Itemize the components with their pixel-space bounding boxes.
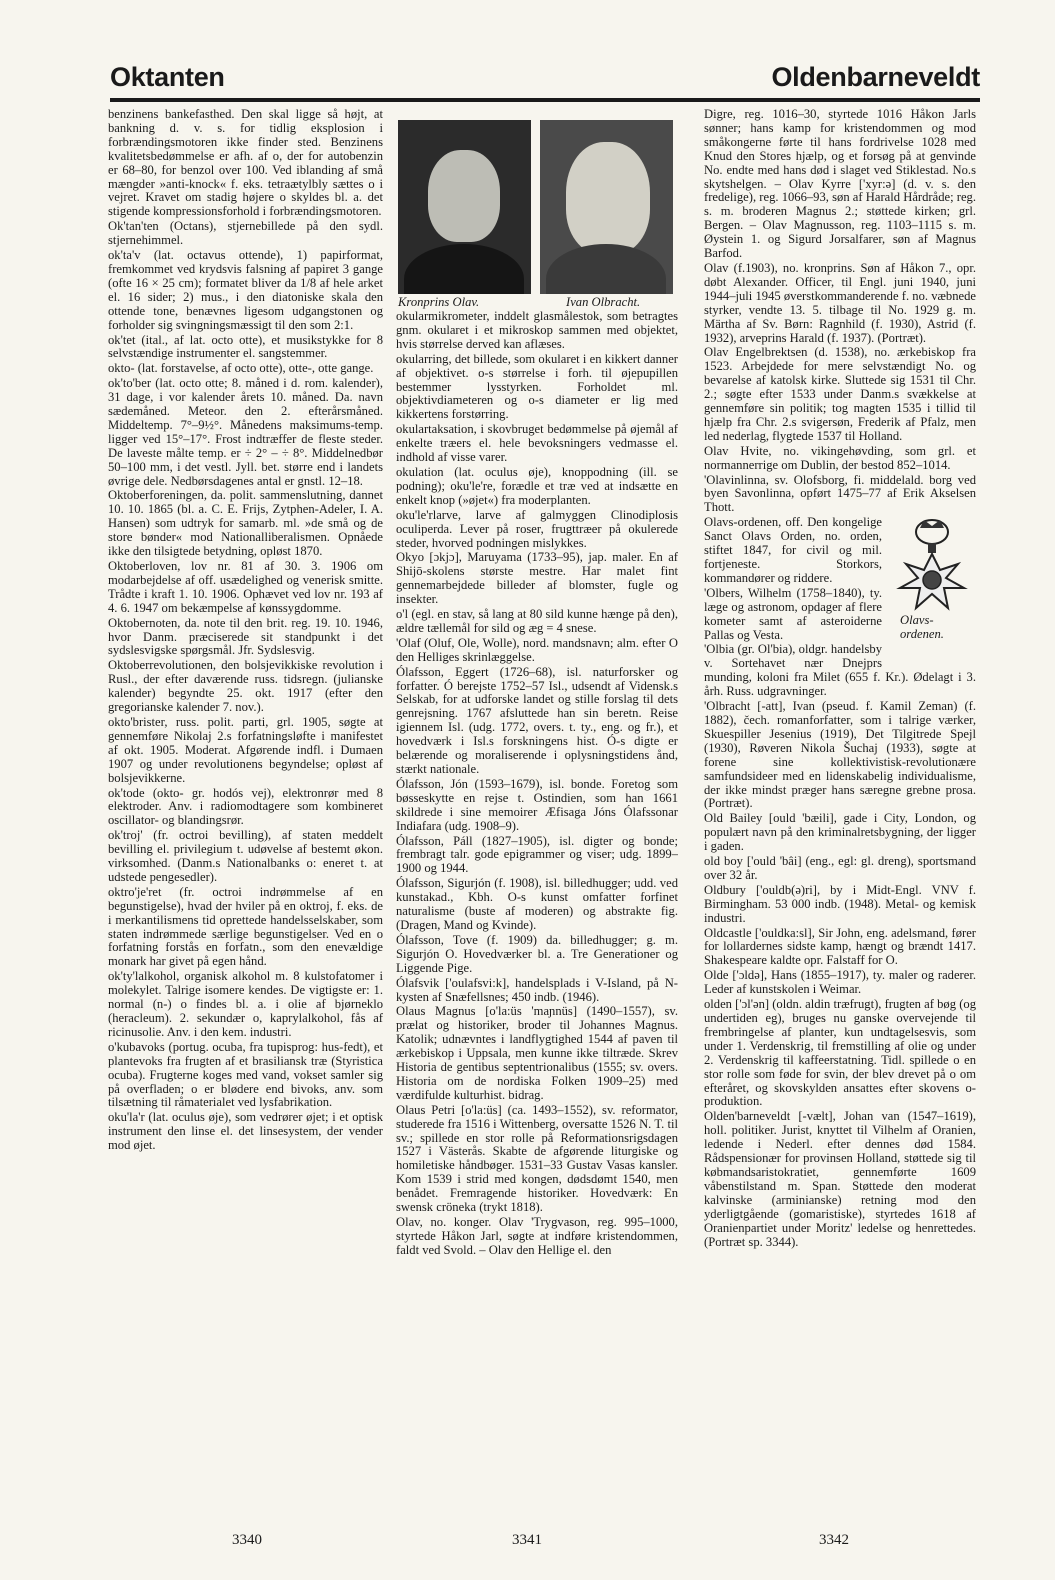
- column-3341: [396, 108, 678, 1528]
- entry: Ok'tan'ten (Octans), stjernebillede på den sydl. stjernehimmel.: [108, 219, 383, 248]
- entry: Ólafsvik ['oulafsvi:k], handelsplads i V-Island, på N-kysten af Snæfellsnes; 450 indb. (1946).: [396, 975, 678, 1004]
- entry: Ólafsson, Sigurjón (f. 1908), isl. billedhugger; udd. ved kunstakad., Kbh. O-s kunst omfatter forfinet naturalisme (buste af moderen) og abstrakte fig. (Dragen, Mand og Kvinde).: [396, 876, 678, 932]
- entry: Oktoberforeningen, da. polit. sammenslutning, dannet 10. 10. 1865 (bl. a. C. E. Frijs, Zytphen-Adeler, I. A. Hansen) som udtryk for samarb. ml. »de små og de store bønder« mod Nationalliberalismen. Opnåede ikke den tilsigtede betydning, opløst 1870.: [108, 488, 383, 559]
- header-first-entry: Oktanten: [110, 62, 225, 92]
- entry: o'kubavoks (portug. ocuba, fra tupisprog: hus-fedt), et plantevoks fra frugten af et brasiliansk træ (Styristica ocuba). Frugterne koges med vand, vokset samler sig på overfladen; o er blødere end bivoks, anv. som tilsætning til råmaterialet ved lysfabrikation.: [108, 1039, 383, 1110]
- medal-icon: [888, 518, 976, 613]
- entry: ok'tet (ital., af lat. octo otte), et musikstykke for 8 selvstændige instrumenter el. sangstemmer.: [108, 332, 383, 361]
- entry: Olaus Magnus [o'la:üs 'maɲnüs] (1490–1557), sv. prælat og historiker, broder til Johannes Magnus. Katolik; udnævntes i landflygtighed 1544 af paven til ærkebiskop i Uppsala, men kunne ikke tiltræde. Skrev Historia de gentibus septentrionalibus (1555; sv. overs. Historia om de nordiska Folken 1909–25) med værdifulde kulturhist. bidrag.: [396, 1004, 678, 1102]
- entry: Ólafsson, Tove (f. 1909) da. billedhugger; g. m. Sigurjón O. Hovedværker bl. a. Tre Generationer og Liggende Pige.: [396, 932, 678, 975]
- entry: old boy ['ould 'bâi] (eng., egl: gl. dreng), sportsmand over 32 år.: [704, 854, 976, 882]
- portrait-kronprins-olav: [398, 120, 531, 294]
- entry: Ólafsson, Jón (1593–1679), isl. bonde. Foretog som bøsseskytte en rejse t. Ostindien, som han 1661 skildrede i sine memoirer Æfisaga Jóns Ólafssonar Indiafara (udg. 1908–9).: [396, 776, 678, 833]
- entry: Olav, no. konger. Olav 'Trygvason, reg. 995–1000, styrtede Håkon Jarl, søgte at indføre kristendommen, faldt ved Svold. – Olav den Hellige el. den: [396, 1215, 678, 1257]
- entry: oku'le'rlarve, larve af galmyggen Clinodiplosis oculiperda. Lever på roser, frugttræer på okulerede steder, hvorved podningen mislykkes.: [396, 507, 678, 550]
- page-number: 3342: [819, 1532, 849, 1548]
- entry: Old Bailey [ould 'bæili], gade i City, London, og populært navn på den kriminalretsbygning, der ligger i gaden.: [704, 811, 976, 854]
- column-3342: [704, 108, 976, 1528]
- entry: Olav (f.1903), no. kronprins. Søn af Håkon 7., opr. døbt Alexander. Officer, til Engl. juni 1940, juni 1944–juli 1945 øverstkommanderende f. no. væbnede styrker, vendte 13. 5. tilbage til No. 1929 g. m. Märtha af Sv. Børn: Ragnhild (f. 1930), Astrid (f. 1932), arveprins Harald (f. 1937). (Portræt).: [704, 260, 976, 345]
- entry: 'Olavinlinna, sv. Olofsborg, fi. middelald. borg ved byen Savonlinna, opført 1475–77 af Erik Akselsen Thott.: [704, 472, 976, 515]
- page-number: 3341: [512, 1532, 542, 1548]
- entry: okto- (lat. forstavelse, af octo otte), otte-, otte gange.: [108, 361, 374, 376]
- entry: okto'brister, russ. polit. parti, grl. 1905, søgte at gennemføre Nikolaj 2.s forfatningsløfte i manifestet af okt. 1905. Moderat. Afgørende indfl. i Dumaen 1907 og under revolutionens begyndelse; opløst af bolsjevikkerne.: [108, 714, 383, 785]
- entry: Oktoberrevolutionen, den bolsjevikkiske revolution i Rusl., der efter daværende russ. tidsregn. (julianske kalender) begyndte 25. okt. 1917 (efter den gregorianske kalender 7. nov.).: [108, 658, 383, 715]
- entry: 'Olbracht [-att], Ivan (pseud. f. Kamil Zeman) (f. 1882), čech. romanforfatter, som i talrige værker, Skuespiller Jesenius (1919), Det Tilgitrede Spejl (1930), Røveren Nikola Šuchaj (1933), søgte at forene sine kollektivistisk-revolutionære samfundsideer med en lidenskabelig individualisme, der ikke mindst præger hans særegne grebne prosa. (Portræt).: [704, 699, 976, 811]
- entry: Oldbury ['ouldb(ə)ri], by i Midt-Engl. VNV f. Birmingham. 53 000 indb. (1948). Metal- og kemisk industri.: [704, 882, 976, 925]
- entry: Olde ['ɔldə], Hans (1855–1917), ty. maler og raderer. Leder af kunstskolen i Weimar.: [704, 968, 976, 997]
- entry: ok'tode (okto- gr. hodós vej), elektronrør med 8 elektroder. Anv. i radiomodtagere som kombineret oscillator- og blandingsrør.: [108, 785, 383, 828]
- entry: okulation (lat. oculus øje), knoppodning (ill. se podning); oku'le're, forædle et træ ved at indsætte en enkelt knop (»øjet«) fra moderplanten.: [396, 464, 678, 507]
- entry: ok'troj' (fr. octroi bevilling), af staten meddelt bevilling el. privilegium t. udøvelse af bestemt økon. virksomhed. (Danm.s Nationalbanks o: eneret t. at udstede pengesedler).: [108, 828, 383, 884]
- header-last-entry: Oldenbarneveldt: [771, 62, 980, 92]
- photo-caption-right: Ivan Olbracht.: [566, 295, 641, 309]
- entry: okularmikrometer, inddelt glasmålestok, som betragtes gnm. okularet i et mikroskop sammen med objektet, hvis størrelse derved kan aflæses.: [396, 309, 678, 351]
- entry: Digre, reg. 1016–30, styrtede 1016 Håkon Jarls sønner; hans kamp for kristendommen og mod småkongerne førte til hans fordrivelse 1028 med Knud den Stores hjælp, og et forsøg på at genvinde No. endte med hans død i slaget ved Stiklestad. No.s skytshelgen. – Olav Kyrre ['xyr:ə] (d. v. s. den fredelige), reg. 1066–93, søn af Harald Hårdråde; reg. s. m. broderen Magnus 2.; støttede kirken; grl. Bergen. – Olav Magnusson, reg. 1103–1115 s. m. Øystein 1. og Sigurd Jorsalfarer, søn af Magnus Barfod.: [704, 108, 976, 261]
- olavs-ordenen-medal-illustration: [888, 518, 976, 658]
- entry: oktro'je'ret (fr. octroi indrømmelse af en begunstigelse), hvad der hviler på en oktroj, f. eks. de i merkantilismens tid oprettede handelsselskaber, som staten indrømmede særlige begunstigelser. Ved en o forfatning forstås en forfatn., som den enevældige monark har givet på egen hånd.: [108, 884, 383, 969]
- running-header: [110, 52, 980, 102]
- medal-caption: Olavs-ordenen.: [900, 613, 944, 641]
- entry: 'Olbers, Wilhelm (1758–1840), ty. læge og astronom, opdager af flere kometer samt af asteroiderne Pallas og Vesta.: [704, 585, 882, 642]
- entry: oku'la'r (lat. oculus øje), som vedrører øjet; i et optisk instrument den linse el. det linsesystem, der vender mod øjet.: [108, 1110, 383, 1153]
- entry: Olav Engelbrektsen (d. 1538), no. ærkebiskop fra 1523. Arbejdede for mere selvstændigt No. og bevarelse af katolsk kirke. Sluttede sig 1531 til Chr. 2.; søgte efter 1533 under Danm.s svækkelse at gennemføre sin politik; tog magten 1535 i tillid til hjælp fra Chr. 2.s svigersøn, Frederik af Pfalz, men led nederlag, flygtede 1537 til Holland.: [704, 345, 976, 443]
- entry: Olavs-ordenen, off. Den kongelige Sanct Olavs Orden, no. orden, stiftet 1847, for civil og mil. fortjeneste. Storkors, kommandører og riddere.: [704, 515, 882, 585]
- column-3340: [108, 108, 383, 1528]
- entry: Ólafsson, Páll (1827–1905), isl. digter og bonde; frembragt talr. gode epigrammer og viser; udg. 1899–1900 og 1944.: [396, 833, 678, 876]
- entry: Oktoberloven, lov nr. 81 af 30. 3. 1906 om modarbejdelse af off. usædelighed og venerisk smitte. Trådte i kraft 1. 10. 1906. Ophævet ved lov nr. 193 af 4. 6. 1947 om bekæmpelse af kønssygdomme.: [108, 559, 383, 615]
- entry: okulartaksation, i skovbruget bedømmelse på øjemål af enkelte træers el. hele bevoksningers vedmasse el. indhold af visse varer.: [396, 422, 678, 465]
- entry: Oldcastle ['ouldka:sl], Sir John, eng. adelsmand, fører for lollardernes sidste kamp, hængt og brændt 1417. Shakespeare kaldte opr. Falstaff for O.: [704, 925, 976, 968]
- entry: Ólafsson, Eggert (1726–68), isl. naturforsker og forfatter. Ó berejste 1752–57 Isl., udsendt af Vidensk.s Selskab, for at udforske landet og stille forslag til dets genrejsning. 1767 afsluttede han sin beretn. Reise igiennem Isl. (udg. 1772, overs. t. ty., eng. og fr.), et hovedværk i Isl.s forskningens hist. Ó-s digte er belærende og moraliserende i oplysningstidens ånd, stærkt nationale.: [396, 664, 678, 776]
- photo-caption-left: Kronprins Olav.: [398, 295, 480, 309]
- entry: olden ['ɔl'ən] (oldn. aldin træfrugt), frugten af bøg (og undertiden eg), bruges nu ganske overvejende til frembringelse af planter, kun undtagelsesvis, som under 1. Verdenskrig, til fremstilling af olie og under 2. Verdenskrig til kaffeerstatning. Tidl. spillede o en stor rolle som føde for svin, der blev drevet på o om efteråret, og skovskylden ansattes efter skovens o-produktion.: [704, 997, 976, 1109]
- entry: Olden'barneveldt [-vælt], Johan van (1547–1619), holl. politiker. Jurist, knyttet til Vilhelm af Oranien, ledende i Nederl. efter dennes død 1584. Rådspensionær for provinsen Holland, støttede sig til købmandsaristokratiet, gennemførte 1609 våbenstilstand m. Span. Støttede den moderat kalvinske (arminianske) retning mod den yderligtgående (gomaristiske), styrtedes 1618 af Oranienpartiet under Moritz' ledelse og henrettedes. (Portræt sp. 3344).: [704, 1109, 976, 1249]
- entry: 'Olaf (Oluf, Ole, Wolle), nord. mandsnavn; alm. efter O den Helliges skrinlæggelse.: [396, 635, 678, 664]
- page-number: 3340: [232, 1532, 262, 1548]
- entry: Okyo [ɔkjɔ], Maruyama (1733–95), jap. maler. En af Shijō-skolens største mestre. Har malet fint gennemarbejdede billeder af blomster, fugle og insekter.: [396, 550, 678, 607]
- portrait-ivan-olbracht: [540, 120, 673, 294]
- entry: okularring, det billede, som okularet i en kikkert danner af objektivet. o-s størrelse i forh. til øjepupillen bestemmer lysstyrken. Forholdet ml. objektivdiameteren og o-s diameter er lig med kikkertens forstørring.: [396, 351, 678, 422]
- entry: ok'to'ber (lat. octo otte; 8. måned i d. rom. kalender), 31 dage, i vor kalender årets 10. måned. Da. navn sædemåned. Meteor. den 2. efterårsmåned. Middeltemp. 7°–9½°. Månedens maksimums-temp. ligger ved 15°–17°. Frost indtræffer de fleste steder. De laveste målte temp. er ÷ 2° – ÷ 8°. Middelnedbør 50–100 mm, i det vestl. Jyll. bet. større end i landets øvrige dele. Nedbørsdagenes antal er gnstl. 12–18.: [108, 376, 383, 488]
- entry: Olav Hvite, no. vikingehøvding, som grl. et normannerrige om Dublin, der bestod 852–1014.: [704, 443, 976, 472]
- entry: Olaus Petri [o'la:üs] (ca. 1493–1552), sv. reformator, studerede fra 1516 i Wittenberg, oversatte 1526 N. T. til sv.; spillede en stor rolle på Reformationsrigsdagen 1527 i Västerås. Skabte de afgørende liturgiske og homiletiske håndbøger. 1531–33 Gustav Vasas kansler. Kom 1539 i strid med kongen, dødsdømt 1540, men benådet. Fremragende historiker. Hovedværk: En swensk cröneka (trykt 1818).: [396, 1102, 678, 1215]
- entry: 'Olbia (gr. Ol'bia), oldgr. handelsby v. Sortehavet nær Dnejprs munding, koloni fra Milet (655 f. Kr.). Ødelagt i 3. årh. Russ. udgravninger.: [704, 642, 976, 699]
- entry: ok'ta'v (lat. octavus ottende), 1) papirformat, fremkommet ved krydsvis falsning af papiret 3 gange (ofte 16 × 25 cm); formatet bliver da 1/8 af hele arket el. 16 sider; 2) mus., i den diatoniske skala den ottende tone, benævnes ligesom udgangstonen og forholder sig svingningsmæssigt til den som 2:1.: [108, 248, 383, 332]
- entry: ok'ty'lalkohol, organisk alkohol m. 8 kulstofatomer i molekylet. Talrige isomere kendes. De vigtigste er: 1. normal (n-) o findes bl. a. i olie af bjørneklo (heracleum). 2. sekundær o, kaprylalkohol, fås af ricinusolie. Anv. i den kem. industri.: [108, 969, 383, 1039]
- portrait-photos: [396, 108, 678, 309]
- entry: o'l (egl. en stav, så lang at 80 sild kunne hænge på den), ældre tællemål for sild og æg = 4 snese.: [396, 607, 678, 635]
- entry: Oktobernoten, da. note til den brit. reg. 19. 10. 1946, hvor Danm. præciserede sit standpunkt i det sydslesvigske spørgsmål. Jfr. Sydslesvig.: [108, 615, 383, 658]
- entry: benzinens bankefasthed. Den skal ligge så højt, at bankning d. v. s. for tidlig eksplosion i forbrændingsmotoren ikke finder sted. Benzinens kvalitetsbedømmelse er afh. af o, der for autobenzin er 68–80, for benzol over 100. Ved iblanding af små mængder »anti-knock« f. eks. tetraætylbly sættes o i vejret. Kravet om stadig højere o skyldes bl. a. det stigende kompressionsforhold i forbrændingsmotoren.: [108, 108, 383, 219]
